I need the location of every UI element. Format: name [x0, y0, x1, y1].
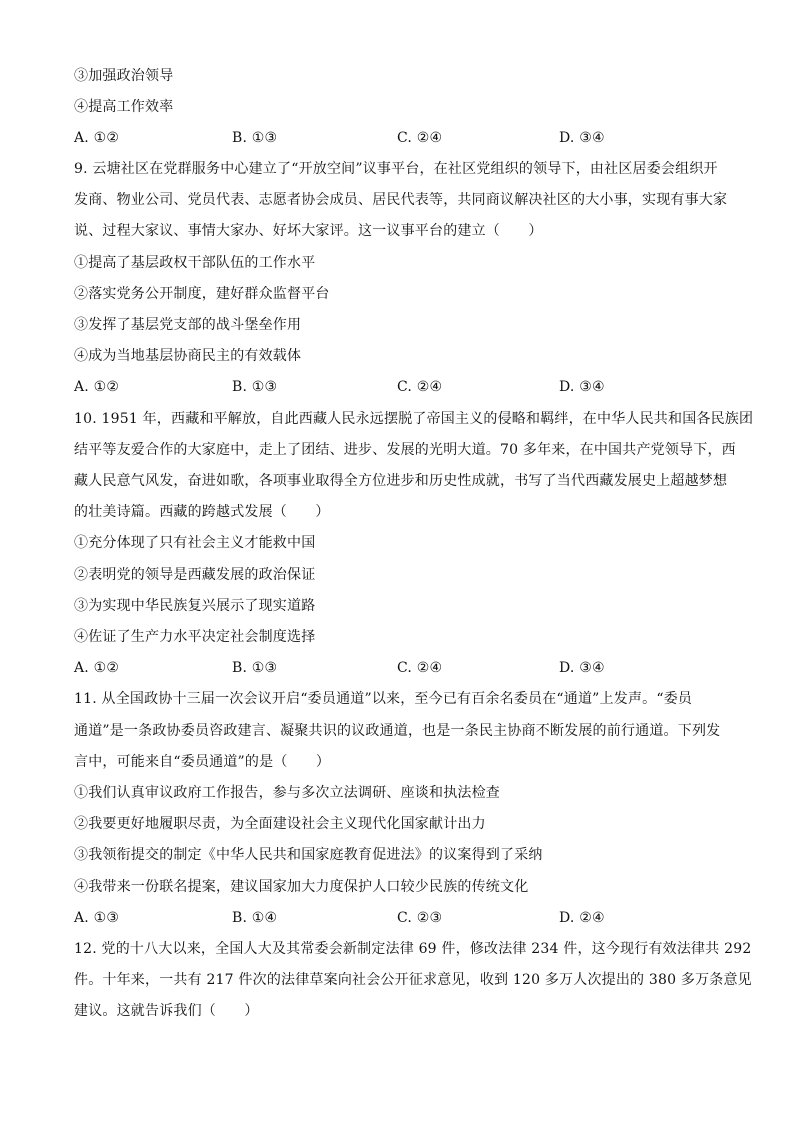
question-11-line-2: 通道”是一条政协委员咨政建言、凝聚共识的议政通道，也是一条民主协商不断发展的前行通道。下列发	[74, 723, 721, 739]
choice-c: C. ②④	[397, 660, 443, 676]
question-10-line-1: 10. 1951 年，西藏和平解放，自此西藏人民永远摆脱了帝国主义的侵略和羁绊，在中华人民共和国各民族团	[74, 411, 754, 427]
q10-option-1: ①充分体现了只有社会主义才能救中国	[74, 535, 316, 551]
choice-b: B. ①④	[232, 910, 278, 926]
q9-option-4: ④成为当地基层协商民主的有效载体	[74, 348, 302, 364]
choice-d: D. ③④	[559, 130, 605, 146]
question-9-line-3: 说、过程大家议、事情大家办、好坏大家评。这一议事平台的建立（ ）	[74, 223, 543, 239]
choice-a: A. ①②	[74, 379, 120, 395]
choice-c: C. ②③	[397, 910, 443, 926]
q11-option-1: ①我们认真审议政府工作报告，参与多次立法调研、座谈和执法检查	[74, 785, 500, 801]
question-10-line-3: 藏人民意气风发，奋进如歌，各项事业取得全方位进步和历史性成就，书写了当代西藏发展史上超越梦想	[74, 473, 728, 489]
q11-option-2: ②我要更好地履职尽责，为全面建设社会主义现代化国家献计出力	[74, 816, 486, 832]
choice-c: C. ②④	[397, 130, 443, 146]
question-9-line-2: 发商、物业公司、党员代表、志愿者协会成员、居民代表等，共同商议解决社区的大小事，实现有事大家	[74, 192, 728, 208]
q9-option-3: ③发挥了基层党支部的战斗堡垒作用	[74, 317, 302, 333]
q10-option-4: ④佐证了生产力水平决定社会制度选择	[74, 629, 316, 645]
question-12-line-2: 件。十年来，一共有 217 件次的法律草案向社会公开征求意见，收到 120 多万人次提出的 380 多万条意见	[74, 972, 752, 988]
q9-option-1: ①提高了基层政权干部队伍的工作水平	[74, 255, 316, 271]
q10-option-3: ③为实现中华民族复兴展示了现实道路	[74, 598, 316, 614]
choice-b: B. ①③	[232, 379, 278, 395]
choice-d: D. ②④	[559, 910, 605, 926]
question-11-line-3: 言中，可能来自“委员通道”的是（ ）	[74, 754, 331, 770]
choice-b: B. ①③	[232, 660, 278, 676]
question-11-line-1: 11. 从全国政协十三届一次会议开启“委员通道”以来，至今已有百余名委员在“通道”上发声。“委员	[74, 691, 693, 707]
choice-a: A. ①②	[74, 130, 120, 146]
option-line-4: ④提高工作效率	[74, 99, 174, 115]
question-12-line-1: 12. 党的十八大以来，全国人大及其常委会新制定法律 69 件，修改法律 234 件，这今现行有效法律共 292	[74, 941, 752, 957]
q10-option-2: ②表明党的领导是西藏发展的政治保证	[74, 567, 316, 583]
question-9-line-1: 9. 云塘社区在党群服务中心建立了“开放空间”议事平台，在社区党组织的领导下，由社区居委会组织开	[74, 161, 718, 177]
question-10-line-2: 结平等友爱合作的大家庭中，走上了团结、进步、发展的光明大道。70 多年来，在中国共产党领导下，西	[74, 442, 736, 458]
choice-d: D. ③④	[559, 379, 605, 395]
question-10-line-4: 的壮美诗篇。西藏的跨越式发展（ ）	[74, 504, 330, 520]
q11-option-3: ③我领衔提交的制定《中华人民共和国家庭教育促进法》的议案得到了采纳	[74, 847, 543, 863]
choice-c: C. ②④	[397, 379, 443, 395]
q9-option-2: ②落实党务公开制度，建好群众监督平台	[74, 286, 330, 302]
q11-option-4: ④我带来一份联名提案，建议国家加大力度保护人口较少民族的传统文化	[74, 879, 529, 895]
choice-a: A. ①③	[74, 910, 120, 926]
question-12-line-3: 建议。这就告诉我们（ ）	[74, 1003, 259, 1019]
choice-b: B. ①③	[232, 130, 278, 146]
option-line-3: ③加强政治领导	[74, 68, 174, 84]
choice-a: A. ①②	[74, 660, 120, 676]
choice-d: D. ③④	[559, 660, 605, 676]
